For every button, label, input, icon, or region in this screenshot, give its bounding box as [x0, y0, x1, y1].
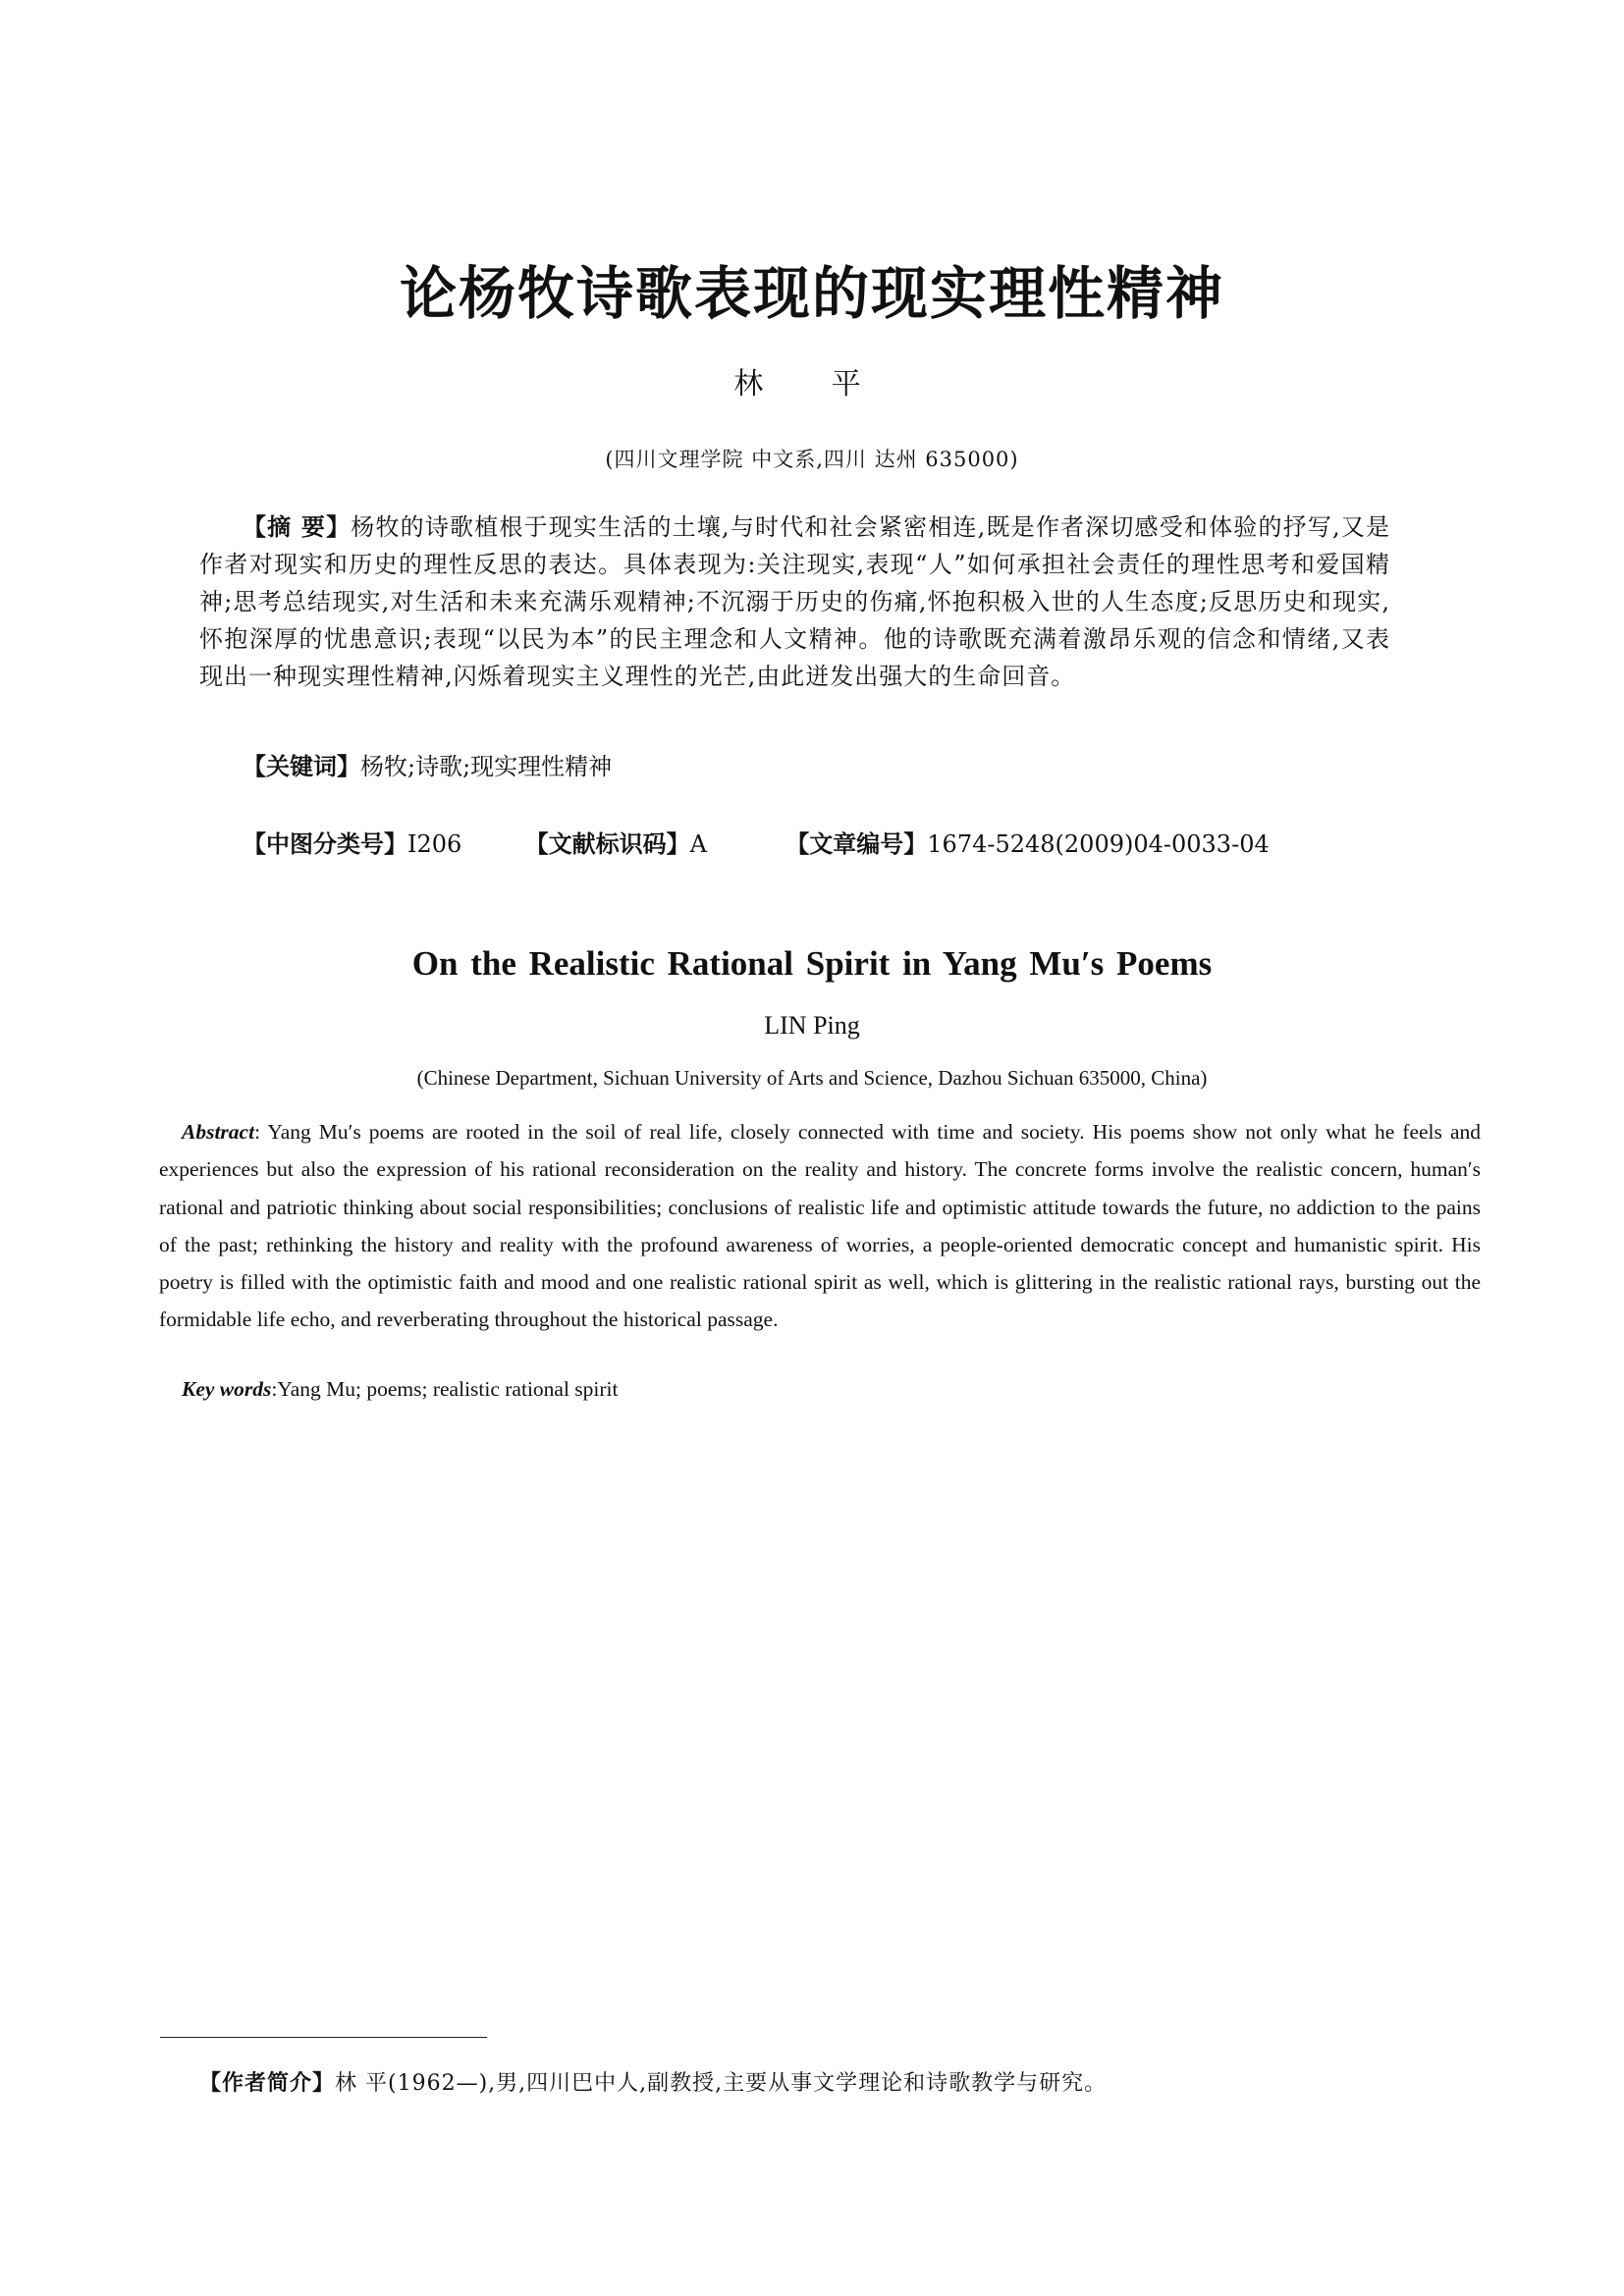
affiliation-zh: (四川文理学院 中文系,四川 达州 635000): [605, 448, 1019, 471]
clc-value: I206: [407, 830, 462, 858]
clc-label: 【中图分类号】: [243, 830, 407, 858]
footnote-text: 林 平(1962—),男,四川巴中人,副教授,主要从事文学理论和诗歌教学与研究。: [335, 2071, 1108, 2096]
footnote-label: 【作者简介】: [199, 2071, 336, 2096]
paper-title-zh: 论杨牧诗歌表现的现实理性精神: [399, 260, 1224, 327]
affiliation-en: (Chinese Department, Sichuan University of Arts and Science, Dazhou Sichuan 635000, China): [416, 1066, 1208, 1090]
classification-row: [243, 825, 1270, 859]
keywords-zh-label: 【关键词】: [243, 753, 360, 780]
author-name-en: LIN Ping: [764, 1011, 860, 1040]
keywords-en: [182, 1377, 619, 1402]
clc-number: [243, 825, 517, 859]
abstract-zh-label: 【摘 要】: [243, 513, 352, 541]
abstract-en-label: Abstract: [182, 1120, 255, 1144]
article-no-label: 【文章编号】: [785, 830, 928, 858]
doc-code: [525, 825, 779, 859]
abstract-zh: [199, 508, 1390, 695]
abstract-en-separator: :: [254, 1120, 268, 1144]
abstract-en-text: Yang Mu′s poems are rooted in the soil of real life, closely connected with time and society. His poems show not only what he feels and experiences but also the expression of his rational reconsideration on the reality and history. The concrete forms involve the realistic concern, human′s rational and patriotic thinking about social responsibilities; conclusions of realistic life and optimistic attitude towards the future, no addiction to the pains of the past; rethinking the history and reality with the profound awareness of worries, a people-oriented democratic concept and humanistic spirit. His poetry is filled with the optimistic faith and mood and one realistic rational spirit as well, which is glittering in the realistic rational rays, bursting out the formidable life echo, and reverberating throughout the historical passage.: [159, 1120, 1481, 1332]
paper-title-en: On the Realistic Rational Spirit in Yang Mu′s Poems: [411, 944, 1213, 983]
keywords-en-label: Key words: [182, 1377, 272, 1401]
keywords-en-text: Yang Mu; poems; realistic rational spirit: [277, 1377, 619, 1401]
article-no-value: 1674-5248(2009)04-0033-04: [927, 830, 1270, 858]
abstract-en: [159, 1113, 1481, 1339]
article-number: [785, 825, 1269, 859]
author-name-zh: 林 平: [733, 367, 891, 401]
keywords-en-separator: :: [271, 1377, 278, 1401]
author-footnote: [199, 2066, 1107, 2097]
keywords-zh-text: 杨牧;诗歌;现实理性精神: [360, 753, 613, 780]
abstract-zh-text: 杨牧的诗歌植根于现实生活的土壤,与时代和社会紧密相连,既是作者深切感受和体验的抒写,又是作者对现实和历史的理性反思的表达。具体表现为:关注现实,表现“人”如何承担社会责任的理性思考和爱国精神;思考总结现实,对生活和未来充满乐观精神;不沉溺于历史的伤痛,怀抱积极入世的人生态度;反思历史和现实,怀抱深厚的忧患意识;表现“以民为本”的民主理念和人文精神。他的诗歌既充满着激昂乐观的信念和情绪,又表现出一种现实理性精神,闪烁着现实主义理性的光芒,由此迸发出强大的生命回音。: [199, 513, 1391, 690]
doc-code-label: 【文献标识码】: [524, 830, 690, 858]
keywords-zh: [243, 747, 612, 781]
doc-code-value: A: [689, 830, 707, 858]
footnote-divider: [160, 2037, 487, 2038]
